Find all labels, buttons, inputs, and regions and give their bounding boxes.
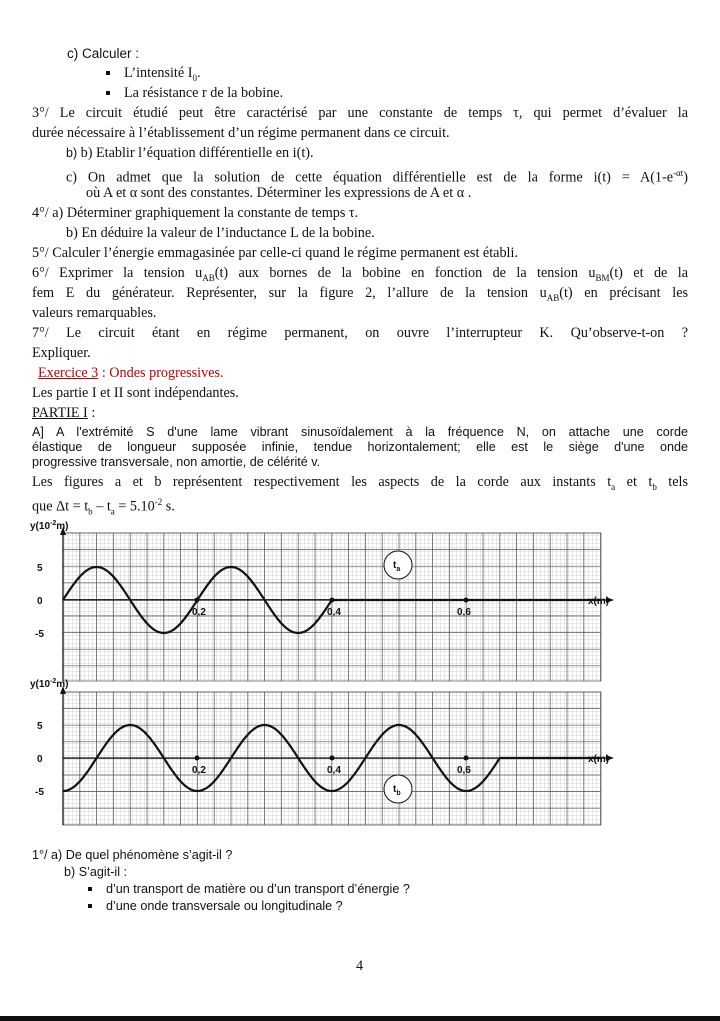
tick-dot bbox=[330, 756, 335, 761]
label-ta: $t_a$ bbox=[393, 560, 401, 573]
wave-figures bbox=[0, 515, 720, 855]
bottom-rule bbox=[0, 1016, 720, 1021]
tick-y-5-b: 5 bbox=[37, 721, 43, 732]
q3b: b) b) Etablir l’équation différentielle en i(t). bbox=[66, 145, 314, 161]
q6-2: fem E du générateur. Représenter, sur la figure 2, l’allure de la tension $u_{AB}(t)$ en précisant les bbox=[32, 285, 689, 303]
tick-x-06-a: 0,6 bbox=[457, 607, 471, 618]
q1b-option-2: d’une onde transversale ou longitudinale ? bbox=[88, 898, 343, 915]
bullet-square-icon bbox=[106, 91, 110, 95]
figure-b bbox=[30, 678, 614, 825]
y-axis-label-a: $y(10^{-2}m)$ bbox=[30, 520, 69, 532]
tick-y-5-a: 5 bbox=[37, 563, 43, 574]
partA-text-3: progressive transversale, non amortie, de célérité v. bbox=[32, 455, 321, 469]
q3-text: 3°/ Le circuit étudié peut être caractérisé par une constante de temps τ, qui permet d’évaluer la bbox=[32, 105, 688, 121]
tick-x-04-a: 0,4 bbox=[327, 607, 341, 618]
q3c-2: où A et α sont des constantes. Déterminer les expressions de A et α . bbox=[86, 185, 472, 201]
q4b: b) En déduire la valeur de l’inductance L de la bobine. bbox=[66, 225, 375, 241]
figures-intro-2: que $\Delta t = t_b - t_a = 5.10^{-2}$ s. bbox=[32, 497, 175, 517]
tick-dot bbox=[195, 756, 200, 761]
partA-text-1: A] A l'extrémité S d'une lame vibrant sinusoïdalement à la fréquence N, on attache une corde bbox=[32, 425, 688, 439]
q5: 5°/ Calculer l’énergie emmagasinée par celle-ci quand le régime permanent est établi. bbox=[32, 245, 518, 261]
q1b: b) S’agit-il : bbox=[64, 865, 127, 879]
q7: 7°/ Le circuit étant en régime permanent, on ouvre l’interrupteur K. Qu’observe-t-on ? bbox=[32, 325, 688, 341]
label-tb: $t_b$ bbox=[393, 784, 401, 797]
q1a: 1°/ a) De quel phénomène s’agit-il ? bbox=[32, 848, 233, 862]
bullet-resistance: La résistance r de la bobine. bbox=[106, 85, 283, 102]
bullet-square-icon bbox=[106, 71, 110, 75]
tick-dot bbox=[195, 598, 200, 603]
label-ta-circle bbox=[384, 551, 412, 579]
q7-2: Expliquer. bbox=[32, 345, 91, 361]
tick-y-0-b: 0 bbox=[37, 754, 43, 765]
bullet-square-icon bbox=[88, 904, 92, 908]
bullet-square-icon bbox=[88, 887, 92, 891]
tick-dot bbox=[464, 756, 469, 761]
tick-x-06-b: 0,6 bbox=[457, 765, 471, 776]
tick-x-04-b: 0,4 bbox=[327, 765, 341, 776]
x-axis-label-b: x(m) bbox=[588, 754, 610, 765]
item-c-calculer: c) Calculer : bbox=[67, 46, 140, 61]
tick-dot bbox=[330, 598, 335, 603]
q6: 6°/ Exprimer la tension $u_{AB}(t)$ aux bornes de la bobine en fonction de la tension $u_{BM}(t)$ et de la bbox=[32, 265, 688, 283]
figure-a bbox=[30, 520, 614, 681]
parts-note: Les partie I et II sont indépendantes. bbox=[32, 385, 239, 401]
tick-dot bbox=[464, 598, 469, 603]
q3c: c) On admet que la solution de cette équation différentielle est de la forme $i(t) = A(1-e^{-\alpha t})$ bbox=[66, 168, 688, 186]
page-number: 4 bbox=[356, 958, 364, 974]
q1b-option-1: d’un transport de matière ou d’un transport d’énergie ? bbox=[88, 881, 410, 898]
q4a: 4°/ a) Déterminer graphiquement la constante de temps τ. bbox=[32, 205, 359, 221]
tick-y-m5-b: -5 bbox=[35, 787, 44, 798]
y-axis-label-b: $y(10^{-2}m)$ bbox=[30, 678, 69, 690]
tick-y-m5-a: -5 bbox=[35, 629, 44, 640]
x-axis-label-a: x(m) bbox=[588, 596, 610, 607]
partA-text-2: élastique de longueur supposée infinie, tendue horizontalement; elle est le siège d'une onde bbox=[32, 440, 688, 454]
q3-text-2: durée nécessaire à l’établissement d’un régime permanent dans ce circuit. bbox=[32, 125, 450, 141]
tick-x-02-b: 0,2 bbox=[192, 765, 206, 776]
partie-1-heading: PARTIE I : bbox=[32, 405, 96, 421]
bullet-intensite: L’intensité $I_0$. bbox=[106, 65, 200, 87]
exercise-3-title: Exercice 3 : Ondes progressives. bbox=[38, 365, 224, 381]
figures-intro: Les figures a et b représentent respectivement les aspects de la corde aux instants $t_a$ et $t_b$ tels bbox=[32, 474, 688, 492]
label-tb-circle bbox=[384, 775, 412, 803]
tick-x-02-a: 0,2 bbox=[192, 607, 206, 618]
q6-3: valeurs remarquables. bbox=[32, 305, 157, 321]
tick-y-0-a: 0 bbox=[37, 596, 43, 607]
